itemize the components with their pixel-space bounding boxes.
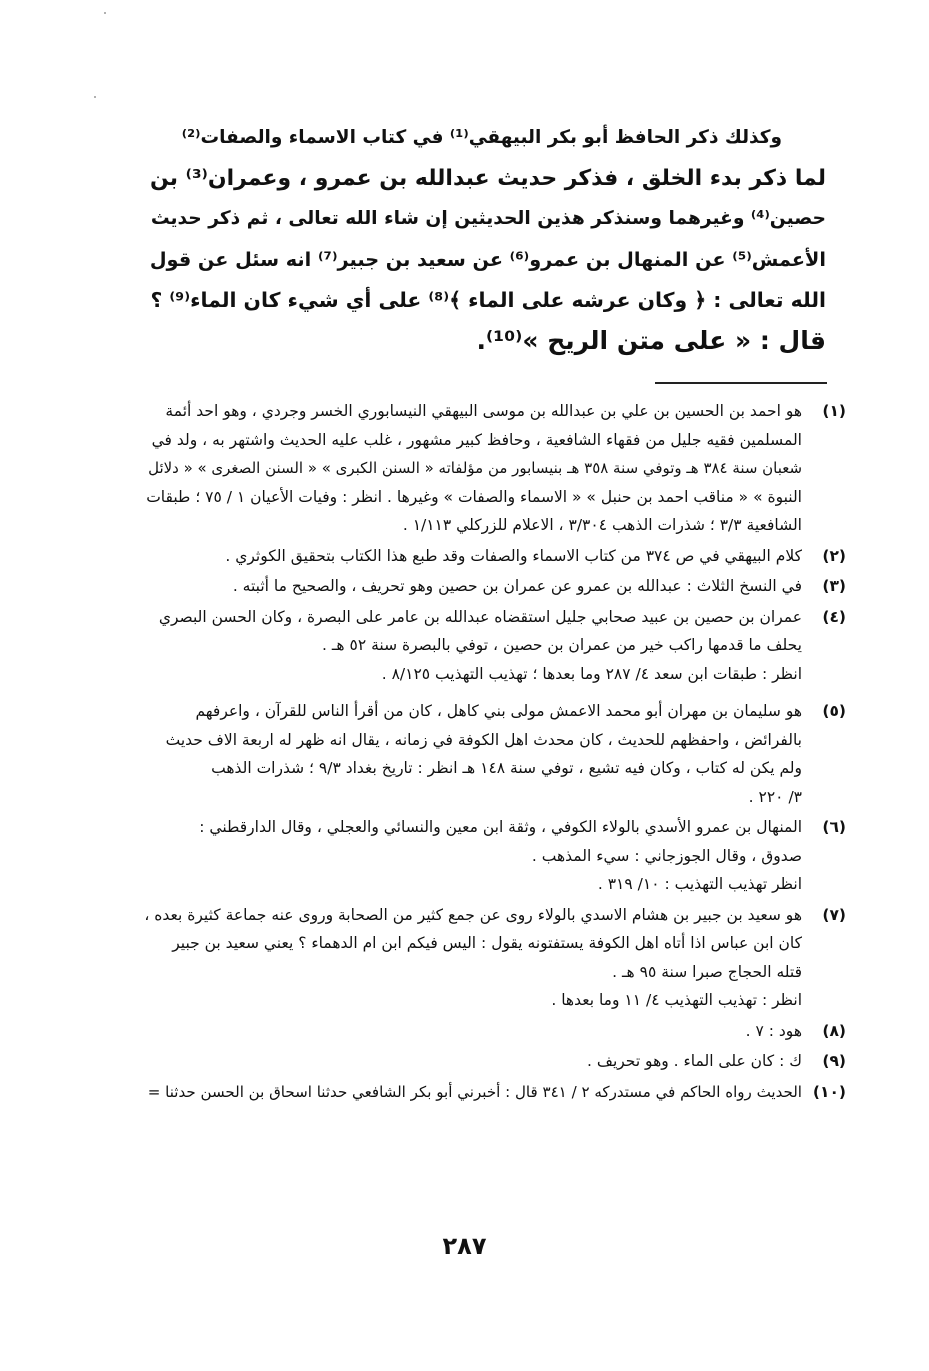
main-line: وكذلك ذكر الحافظ أبو بكر البيهقي⁽¹⁾ في كتاب الاسماء والصفات⁽²⁾ [181,127,782,148]
main-line: حصين⁽⁴⁾ وغيرهما وسنذكر هذين الحديثين إن شاء الله تعالى ، ثم ذكر حديث [150,208,826,229]
footnote-line: صدوق ، وقال الجوزجاني : سيء المذهب . [531,846,802,865]
footnote-line: هود : ٧ . [745,1021,802,1040]
main-line: الأعمش⁽⁵⁾ عن المنهال بن عمرو⁽⁶⁾ عن سعيد بن جبير⁽⁷⁾ انه سئل عن قول [149,247,826,271]
footnote-number: (٢) [822,546,846,565]
footnote-line: قتله الحجاج صبرا سنة ٩٥ هـ . [612,962,802,981]
footnote-line: هو سعيد بن جبير بن هشام الاسدي بالولاء روى عن جمع كثير من الصحابة وروى عنه جماعة كثيرة بعده ، [144,905,802,924]
footnote [134,1017,846,1046]
footnote-line: كان ابن عباس اذا أتاه اهل الكوفة يستفتونه يقول : اليس فيكم ابن ام الدهماء ؟ يعني سعيد بن جبير [172,934,802,952]
footnote-divider [655,382,827,384]
footnote [134,603,846,689]
footnote [134,697,846,811]
main-line: لما ذكر بدء الخلق ، فذكر حديث عبدالله بن عمرو ، وعمران⁽³⁾ بن [150,165,826,191]
footnote-line: الحديث رواه الحاكم في مستدركه ٢ / ٣٤١ قال : أخبرني أبو بكر الشافعي حدثنا اسحاق بن الحسن حدثنا = [147,1082,802,1101]
footnote-number: (١٠) [812,1082,846,1101]
footnote [134,1047,846,1076]
footnote [134,813,846,899]
footnote-number: (٦) [822,818,846,836]
footnote-number: (٧) [822,905,846,924]
scan-speck [104,12,106,14]
footnote-line: كلام البيهقي في ص ٣٧٤ من كتاب الاسماء والصفات وقد طبع هذا الكتاب بتحقيق الكوثري . [225,546,802,565]
footnote-line: النبوة » « مناقب احمد بن حنبل » « الاسماء والصفات » وغيرها . انظر : وفيات الأعيان ١ / ٧٥ ؛ طبقات [146,487,802,506]
footnote-line: انظر تهذيب التهذيب : ١٠/ ٣١٩ . [597,875,802,893]
footnote-number: (٣) [822,577,846,595]
footnote-number: (٨) [822,1021,846,1040]
main-line: الله تعالى : ﴿ وكان عرشه على الماء ﴾⁽⁸⁾ على أي شيء كان الماء⁽⁹⁾ ؟ [150,288,826,312]
footnote-line: انظر : طبقات ابن سعد ٤/ ٢٨٧ وما بعدها ؛ تهذيب التهذيب ٨/١٢٥ . [381,664,802,683]
footnote-line: ٣/ ٢٢٠ . [748,787,802,806]
footnote-line: المسلمين فقيه جليل من فقهاء الشافعية ، وحافظ كبير مشهور ، غلب عليه الحديث واشتهر به ، ولد في [151,430,802,449]
footnote [134,542,846,571]
footnote-line: الشافعية ٣/٣ ؛ شذرات الذهب ٣/٣٠٤ ، الاعلام للزركلي ١/١١٣ . [402,516,802,534]
footnote-line: بالفرائض ، واحفظهم للحديث ، كان محدث اهل الكوفة في زمانه ، يقال انه ظهر له اربعة الاف حديث [165,730,802,749]
scan-speck [94,96,96,98]
footnote-number: (١) [822,402,846,420]
main-line: قال : « على متن الريح »⁽¹⁰⁾. [476,325,826,355]
footnote-line: يحلف ما قدمها راكب خير من عمران بن حصين ، توفي بالبصرة سنة ٥٢ هـ . [322,636,802,654]
footnote [134,901,846,1015]
footnote [134,397,846,540]
footnote-line: المنهال بن عمرو الأسدي بالولاء الكوفي ، وثقة ابن معين والنسائي والعجلي ، وقال الدارقطني : [199,818,802,836]
footnote [134,572,846,601]
footnote-line: هو احمد بن الحسين بن علي بن عبدالله بن موسى البيهقي النيسابوري الخسر وجردي ، وهو احد أئمة [165,402,802,420]
footnotes [134,397,846,1108]
footnote-line: شعبان سنة ٣٨٤ هـ وتوفي سنة ٣٥٨ هـ بنيسابور من مؤلفاته « السنن الكبرى » « السنن الصغرى » « دلائل [148,459,802,477]
footnote [134,1078,846,1107]
footnote-line: ولم يكن له كتاب ، وكان فيه تشيع ، توفي سنة ١٤٨ هـ انظر : تاريخ بغداد ٩/٣ ؛ شذرات الذهب [211,759,802,777]
footnote-line: انظر : تهذيب التهذيب ٤/ ١١ وما بعدها . [551,991,802,1009]
footnote-line: هو سليمان بن مهران أبو محمد الاعمش مولى بني كاهل ، كان من أقرأ الناس للقرآن ، واعرفهم [195,702,802,720]
footnote-number: (٤) [822,607,846,626]
footnote-line: ك : كان على الماء . وهو تحريف . [587,1052,802,1070]
footnote-number: (٥) [822,702,846,720]
page-number: ٢٨٧ [442,1232,487,1260]
footnote-line: في النسخ الثلاث : عبدالله بن عمرو عن عمران بن حصين وهو تحريف ، والصحيح ما أثبته . [232,577,802,595]
footnote-number: (٩) [822,1052,846,1070]
main-paragraph [136,118,826,361]
footnote-line: عمران بن حصين بن عبيد صحابي جليل استقضاه عبدالله بن عامر على البصرة ، وكان الحسن البصري [158,607,802,626]
